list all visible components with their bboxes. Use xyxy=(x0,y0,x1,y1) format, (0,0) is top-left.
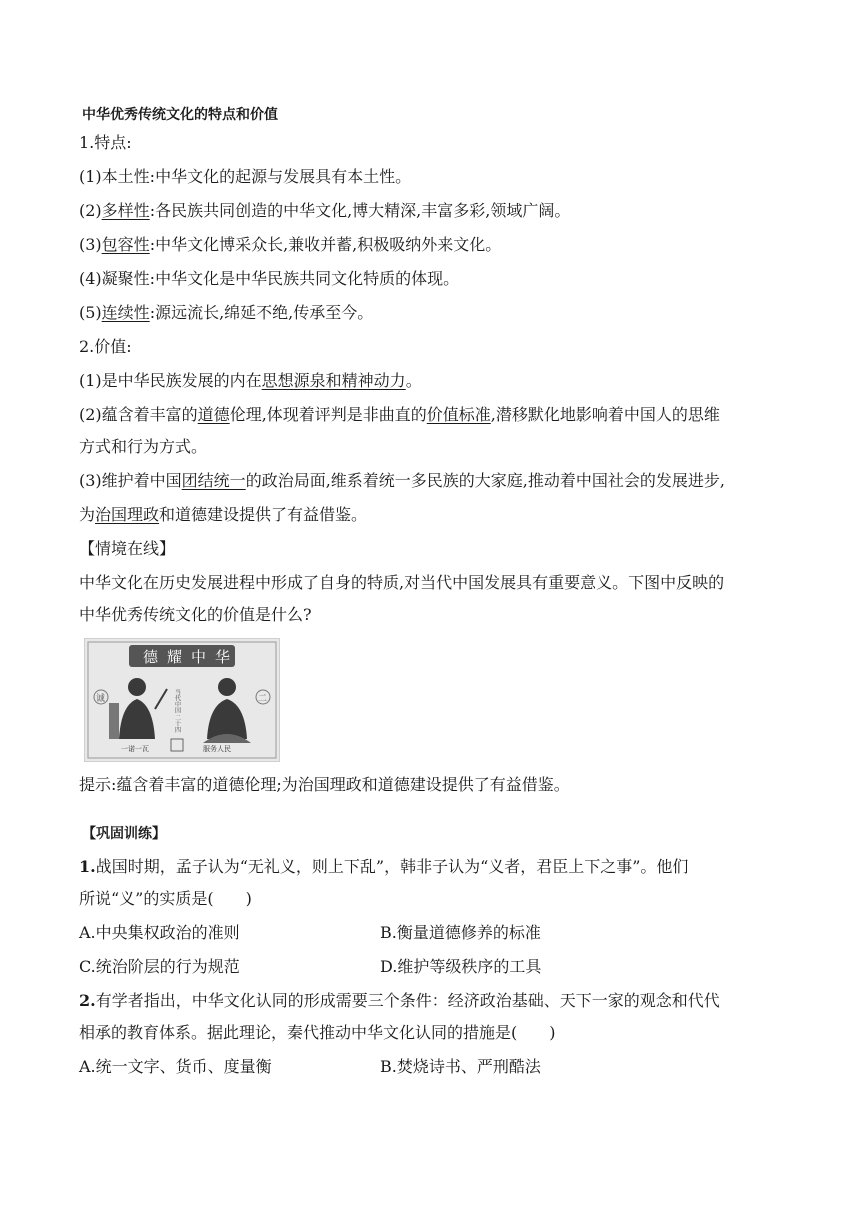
poster-image xyxy=(84,638,280,762)
features-title: 1.特点: xyxy=(79,133,132,152)
value-item-2: (2)蕴含着丰富的道德伦理,体现着评判是非曲直的价值标准,潜移默化地影响着中国人的思维 xyxy=(79,405,720,424)
values-title: 2.价值: xyxy=(79,337,132,356)
question-1-cont: 所说“义”的实质是( ) xyxy=(79,889,252,908)
value-item-2-cont: 方式和行为方式。 xyxy=(79,437,208,456)
poster-stamp-left: 诚 xyxy=(96,694,106,704)
q2-option-b: B.焚烧诗书、严刑酷法 xyxy=(380,1057,541,1076)
question-2: 2.有学者指出，中华文化认同的形成需要三个条件：经济政治基础、天下一家的观念和代代 xyxy=(79,991,720,1010)
poster-left-caption: 一诺一瓦 xyxy=(121,745,149,753)
feature-item-1: (1)本土性:中华文化的起源与发展具有本土性。 xyxy=(79,167,412,186)
context-text-1: 中华文化在历史发展进程中形成了自身的特质,对当代中国发展具有重要意义。下图中反映的 xyxy=(79,573,725,592)
context-tag: 【情境在线】 xyxy=(79,539,176,558)
question-2-cont: 相承的教育体系。据此理论，秦代推动中华文化认同的措施是( ) xyxy=(79,1023,556,1042)
value-item-1: (1)是中华民族发展的内在思想源泉和精神动力。 xyxy=(79,371,422,390)
poster-right-caption: 服务人民 xyxy=(203,745,231,753)
exercise-tag: 【巩固训练】 xyxy=(82,826,166,842)
question-1: 1.战国时期，孟子认为“无礼义，则上下乱”，韩非子认为“义者，君臣上下之事”。他们 xyxy=(79,857,689,876)
poster-title-char: 中 xyxy=(191,648,207,666)
poster-center-text: 当代中国 二十四 xyxy=(173,689,181,733)
option-b: B.衡量道德修养的标准 xyxy=(380,923,541,942)
poster-right-figure xyxy=(203,678,251,743)
value-item-3-cont: 为治国理政和道德建设提供了有益借鉴。 xyxy=(79,505,368,524)
context-hint: 提示:蕴含着丰富的道德伦理;为治国理政和道德建设提供了有益借鉴。 xyxy=(79,775,570,794)
keyword-underlined: 多样性 xyxy=(101,201,150,220)
keyword-underlined: 包容性 xyxy=(101,235,150,254)
poster-left-figure xyxy=(109,678,167,739)
poster-title-char: 耀 xyxy=(167,648,183,666)
q1-options-row-1 xyxy=(79,922,240,944)
question-number: 1. xyxy=(79,857,96,876)
q1-options-row-2 xyxy=(79,956,240,978)
section-heading: 中华优秀传统文化的特点和价值 xyxy=(82,107,278,123)
question-number: 2. xyxy=(79,991,96,1010)
context-text-2: 中华优秀传统文化的价值是什么? xyxy=(79,605,312,624)
feature-item-4: (4)凝聚性:中华文化是中华民族共同文化特质的体现。 xyxy=(79,269,460,288)
option-a: A.中央集权政治的准则 xyxy=(79,923,240,942)
feature-item-5: (5)连续性:源远流长,绵延不绝,传承至今。 xyxy=(79,303,374,322)
value-item-3: (3)维护着中国团结统一的政治局面,维系着统一多民族的大家庭,推动着中国社会的发展进步, xyxy=(79,471,725,490)
keyword-underlined: 连续性 xyxy=(101,303,150,322)
feature-item-2: (2)多样性:各民族共同创造的中华文化,博大精深,丰富多彩,领域广阔。 xyxy=(79,201,571,220)
poster-title-char: 华 xyxy=(215,648,231,666)
option-c: C.统治阶层的行为规范 xyxy=(79,957,240,976)
poster-title-char: 德 xyxy=(143,648,159,666)
feature-item-3: (3)包容性:中华文化博采众长,兼收并蓄,积极吸纳外来文化。 xyxy=(79,235,502,254)
poster-stamp-right: 二 xyxy=(258,694,268,704)
q2-option-a: A.统一文字、货币、度量衡 xyxy=(79,1057,272,1076)
option-d: D.维护等级秩序的工具 xyxy=(380,957,542,976)
